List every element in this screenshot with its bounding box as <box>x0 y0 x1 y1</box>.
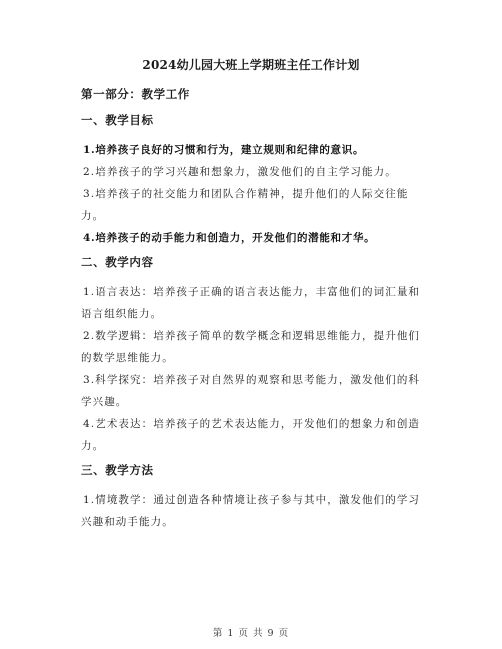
method-item: 1.情境教学：通过创造各种情境让孩子参与其中，激发他们的学习兴趣和动手能力。 <box>81 494 421 528</box>
content-item: 4.艺术表达：培养孩子的艺术表达能力，开发他们的想象力和创造力。 <box>81 418 421 452</box>
section-heading-goals: 一、教学目标 <box>81 113 154 127</box>
part-heading: 第一部分：教学工作 <box>81 87 190 101</box>
document-body <box>81 57 421 533</box>
content-item: 2.数学逻辑：培养孩子简单的数学概念和逻辑思维能力，提升他们的数学思维能力。 <box>81 330 421 364</box>
content-item: 1.语言表达：培养孩子正确的语言表达能力，丰富他们的词汇量和语言组织能力。 <box>81 286 421 320</box>
page-number-footer: 第 1 页 共 9 页 <box>212 628 290 639</box>
goal-item: 3.培养孩子的社交能力和团队合作精神，提升他们的人际交往能力。 <box>81 188 409 222</box>
goal-item: 1.培养孩子良好的习惯和行为，建立规则和纪律的意识。 <box>83 144 365 156</box>
document-title: 2024幼儿园大班上学期班主任工作计划 <box>142 58 360 72</box>
section-heading-methods: 三、教学方法 <box>81 463 154 477</box>
section-heading-contents: 二、教学内容 <box>81 255 154 269</box>
goal-item: 2.培养孩子的学习兴趣和想象力，激发他们的自主学习能力。 <box>83 166 397 178</box>
goal-item: 4.培养孩子的动手能力和创造力，开发他们的潜能和才华。 <box>83 232 376 244</box>
content-item: 3.科学探究：培养孩子对自然界的观察和思考能力，激发他们的科学兴趣。 <box>81 374 421 408</box>
